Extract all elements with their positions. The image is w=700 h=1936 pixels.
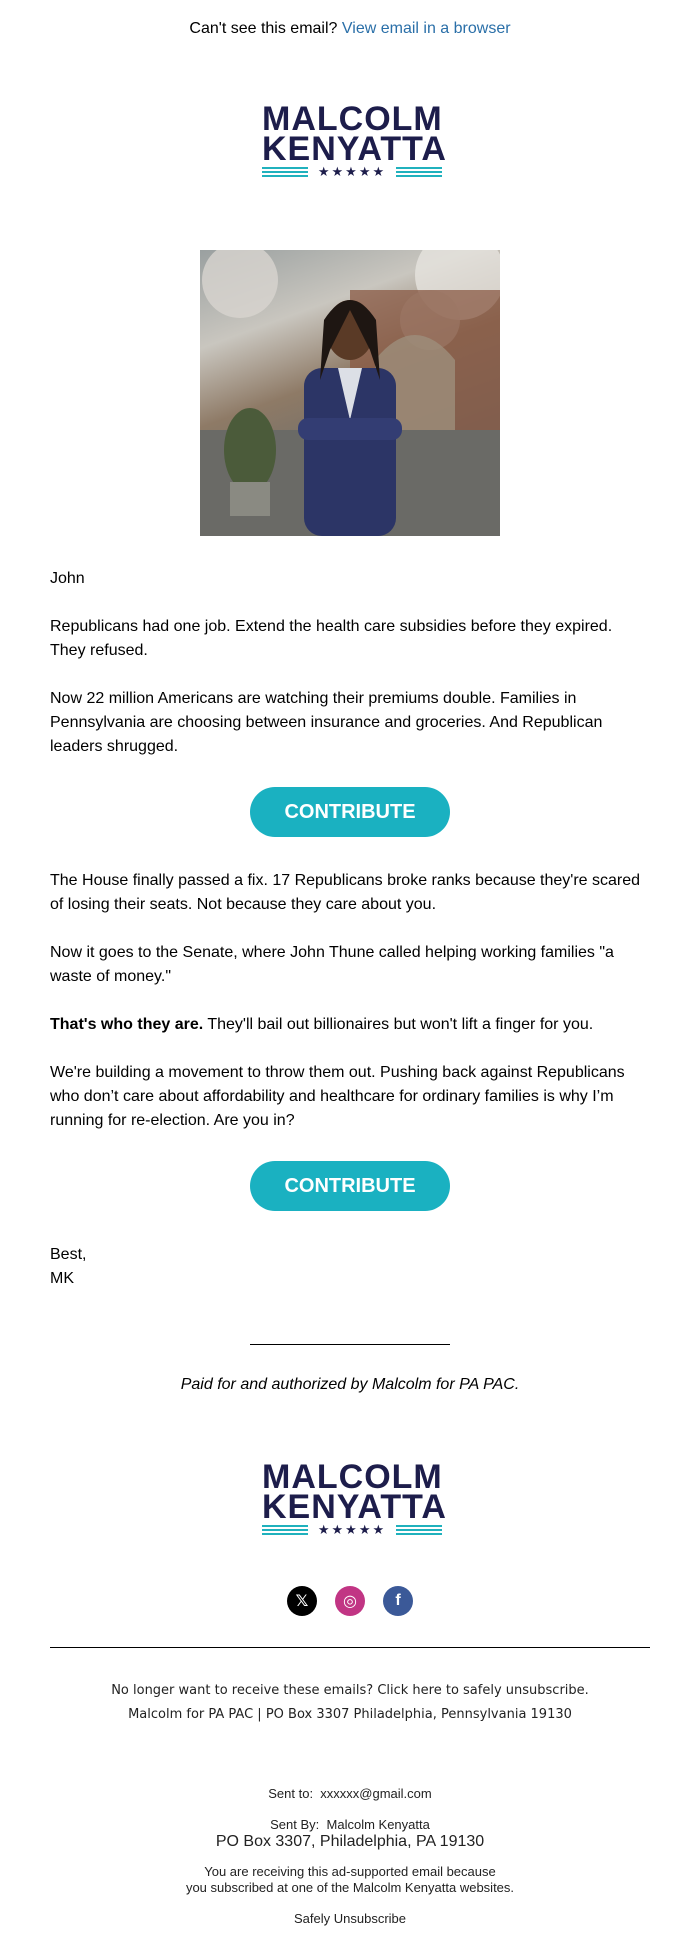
star-icons: ★★★★★ [317,1522,387,1537]
candidate-photo-illustration [200,250,500,536]
cant-see-email-text: Can't see this email? [189,20,338,37]
paragraph-5 [50,1013,650,1037]
sent-by-line [0,1817,700,1832]
sent-by-name: Malcolm Kenyatta [326,1817,430,1832]
logo-last-name: KENYATTA [262,1488,447,1526]
facebook-icon[interactable]: f [383,1586,413,1616]
view-in-browser-link[interactable]: View email in a browser [341,20,511,37]
paragraph-4: Now it goes to the Senate, where John Thune called helping working families "a waste of money." [50,944,614,985]
divider-short [250,1344,450,1345]
paragraph-5-rest: They'll bail out billionaires but won't lift a finger for you. [203,1016,594,1033]
greeting: John [50,570,85,587]
footer-primary [0,1679,700,1727]
logo-stripes-right [396,1525,442,1535]
logo-stripes-left [262,1525,308,1535]
logo-first-name: MALCOLM [262,1458,443,1496]
campaign-logo-bottom [262,1458,447,1537]
view-in-browser-bar [0,20,700,38]
contribute-button-2[interactable]: CONTRIBUTE [250,1161,450,1211]
paid-for-disclaimer: Paid for and authorized by Malcolm for PA PAC. [180,1376,520,1393]
sent-to-label: Sent to: [268,1786,314,1801]
paragraph-1: Republicans had one job. Extend the health care subsidies before they expired. They refused. [50,618,613,659]
sent-to-email: xxxxxx@gmail.com [320,1786,432,1801]
logo-stripes-left [262,167,308,177]
paragraph-6: We're building a movement to throw them out. Pushing back against Republicans who don’t care about affordability and healthcare for ordinary families is why I’m running for re-election. Are you in? [50,1064,625,1129]
instagram-icon[interactable]: ◎ [335,1586,365,1616]
logo-first-name: MALCOLM [262,100,443,138]
campaign-logo-top [262,100,447,179]
logo-stars-row [262,166,442,178]
contribute-button-1[interactable]: CONTRIBUTE [250,787,450,837]
receiving-reason-1: You are receiving this ad-supported email because [204,1864,496,1879]
logo-stars-row [262,1524,442,1536]
sent-by-label: Sent By: [270,1817,320,1832]
paragraph-3: The House finally passed a fix. 17 Republicans broke ranks because they're scared of losing their seats. Not because they care about you. [50,872,641,913]
receiving-reason-2: you subscribed at one of the Malcolm Kenyatta websites. [185,1880,515,1895]
pac-address: Malcolm for PA PAC | PO Box 3307 Philadelphia, Pennsylvania 19130 [128,1707,572,1722]
signature: MK [50,1270,74,1287]
unsubscribe-notice[interactable]: No longer want to receive these emails? Click here to safely unsubscribe. [111,1683,589,1698]
social-links [0,1586,700,1616]
paragraph-5-bold: That's who they are. [50,1016,204,1033]
safely-unsubscribe-link[interactable]: Safely Unsubscribe [294,1911,406,1926]
divider-long [50,1647,650,1648]
candidate-photo [200,250,500,536]
star-icons: ★★★★★ [317,164,387,179]
paragraph-2: Now 22 million Americans are watching their premiums double. Families in Pennsylvania are choosing between insurance and groceries. And Republican leaders shrugged. [50,690,603,755]
logo-stripes-right [396,167,442,177]
x-twitter-icon[interactable]: 𝕏 [287,1586,317,1616]
po-box-line: PO Box 3307, Philadelphia, PA 19130 [215,1833,485,1850]
sent-to-line [0,1786,700,1801]
logo-last-name: KENYATTA [262,130,447,168]
signoff: Best, [50,1246,87,1263]
